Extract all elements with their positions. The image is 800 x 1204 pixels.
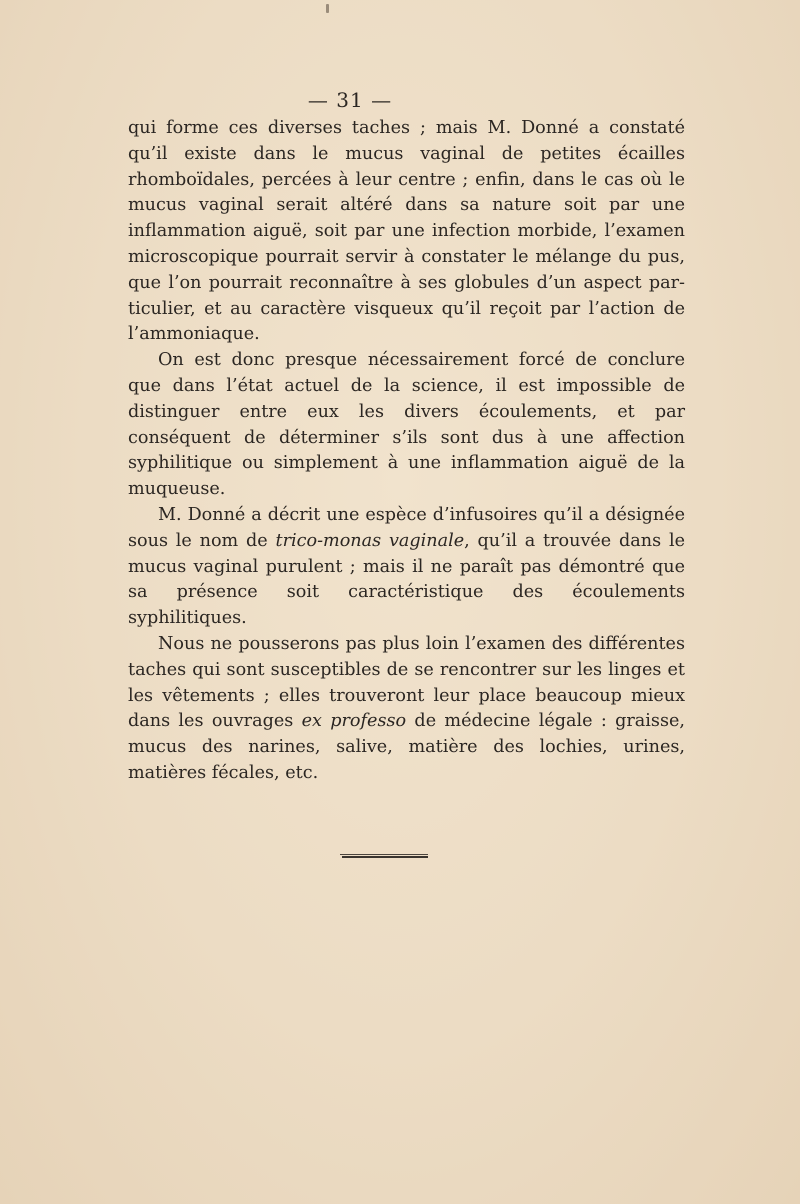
text-run: Nous ne pousserons pas plus loin l’examen des différentes taches qui sont susceptibles de se rencontrer sur les linges et les vêtements ; elles trouveront leur place beaucoup mieux dans les ouvrages [128,633,685,732]
text-run: de médecine légale : graisse, mucus des narines, salive, matière des lochies, urines, matières fécales, etc. [128,711,685,783]
body-text [128,116,685,787]
paragraph-2 [128,348,685,503]
page-number: — 31 — [307,88,393,112]
italic-term: ex professo [301,711,407,732]
end-rule-thin-line [340,854,428,855]
text-run: M. Donné a décrit une espèce d’infusoires qu’il a désignée sous le nom de [128,504,685,551]
paragraph-4 [128,632,685,787]
italic-term: trico-monas vaginale [275,530,465,551]
end-rule-thick-line [342,856,428,858]
text-run: , qu’il a trouvée dans le mucus vaginal purulent ; mais il ne paraît pas démontré que sa présence soit caractéristique des écoulements syphilitiques. [128,530,685,629]
paragraph-1 [128,116,685,348]
text-run: qui forme ces diverses taches ; mais M. Donné a constaté qu’il existe dans le mucus vaginal de petites écailles rhomboïdales, percées à leur centre ; enfin, dans le cas où le mucus vaginal serait altéré dans sa nature soit par une inflammation aiguë, soit par une infection morbide, l’examen microscopique pourrait servir à constater le mélange du pus, que l’on pourrait reconnaître à ses globules d’un aspect particulier, et au caractère visqueux qu’il reçoit par l’action de l’ammoniaque. [128,118,685,345]
paragraph-3 [128,503,685,632]
paper-speck [326,4,329,13]
end-rule [340,854,428,858]
text-run: On est donc presque nécessairement forcé de conclure que dans l’état actuel de la science, il est impossible de distinguer entre eux les divers écoulements, et par conséquent de déterminer s’ils sont dus à une affection syphilitique ou simplement à une inflammation aiguë de la muqueuse. [128,350,685,500]
